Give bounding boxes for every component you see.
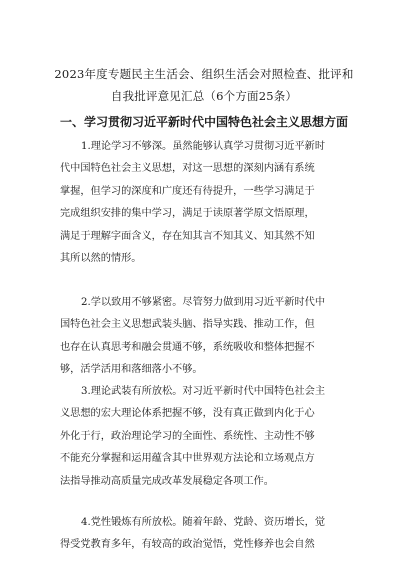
paragraph-line: 其所以然的情形。 xyxy=(60,252,142,264)
paragraph-line: 法指导推动高质量完成改革发展稳定各项工作。 xyxy=(60,475,274,487)
paragraph-3 xyxy=(60,381,360,493)
paragraph-line: 满足于理解字面含义，存在知其言不知其义、知其然不知 xyxy=(60,230,315,242)
document-title-line-1: 2023年度专题民主生活会、组织生活会对照检查、批评和 xyxy=(54,67,354,81)
paragraph-line: 得受党教育多年，有较高的政治觉悟，党性修养也会自然 xyxy=(60,539,315,551)
paragraph-line: 不能充分掌握和运用蕴含其中世界观方法论和立场观点方 xyxy=(60,453,315,465)
document-title-line-2: 自我批评意见汇总（6个方面25条） xyxy=(110,89,298,103)
paragraph-line: 够，活学活用和落细落小不够。 xyxy=(60,364,203,376)
paragraph-line: 1.理论学习不够深。虽然能够认真学习贯彻习近平新时 xyxy=(81,141,326,152)
paragraph-line: 完成组织安排的集中学习，满足于读原著学原文悟原理， xyxy=(60,208,315,220)
paragraph-line: 义思想的宏大理论体系把握不够，没有真正做到内化于心 xyxy=(60,408,315,420)
paragraph-line: 国特色社会主义思想武装头脑、指导实践、推动工作，但 xyxy=(60,319,315,331)
paragraph-4 xyxy=(60,512,360,557)
paragraph-1 xyxy=(60,136,360,270)
paragraph-line: 3.理论武装有所放松。对习近平新时代中国特色社会主 xyxy=(81,386,326,397)
paragraph-line: 代中国特色社会主义思想，对这一思想的深刻内涵有系统 xyxy=(60,163,315,175)
paragraph-line: 外化于行，政治理论学习的全面性、系统性、主动性不够 xyxy=(60,430,315,442)
paragraph-line: 掌握，但学习的深度和广度还有待提升，一些学习满足于 xyxy=(60,185,315,197)
paragraph-line: 4.党性锻炼有所放松。随着年龄、党龄、资历增长，觉 xyxy=(81,517,326,528)
paragraph-2 xyxy=(60,292,360,382)
paragraph-line: 也存在认真思考和融会贯通不够，系统吸收和整体把握不 xyxy=(60,341,315,353)
section-heading: 一、学习贯彻习近平新时代中国特色社会主义思想方面 xyxy=(60,115,349,129)
paragraph-line: 2.学以致用不够紧密。尽管努力做到用习近平新时代中 xyxy=(81,297,326,308)
